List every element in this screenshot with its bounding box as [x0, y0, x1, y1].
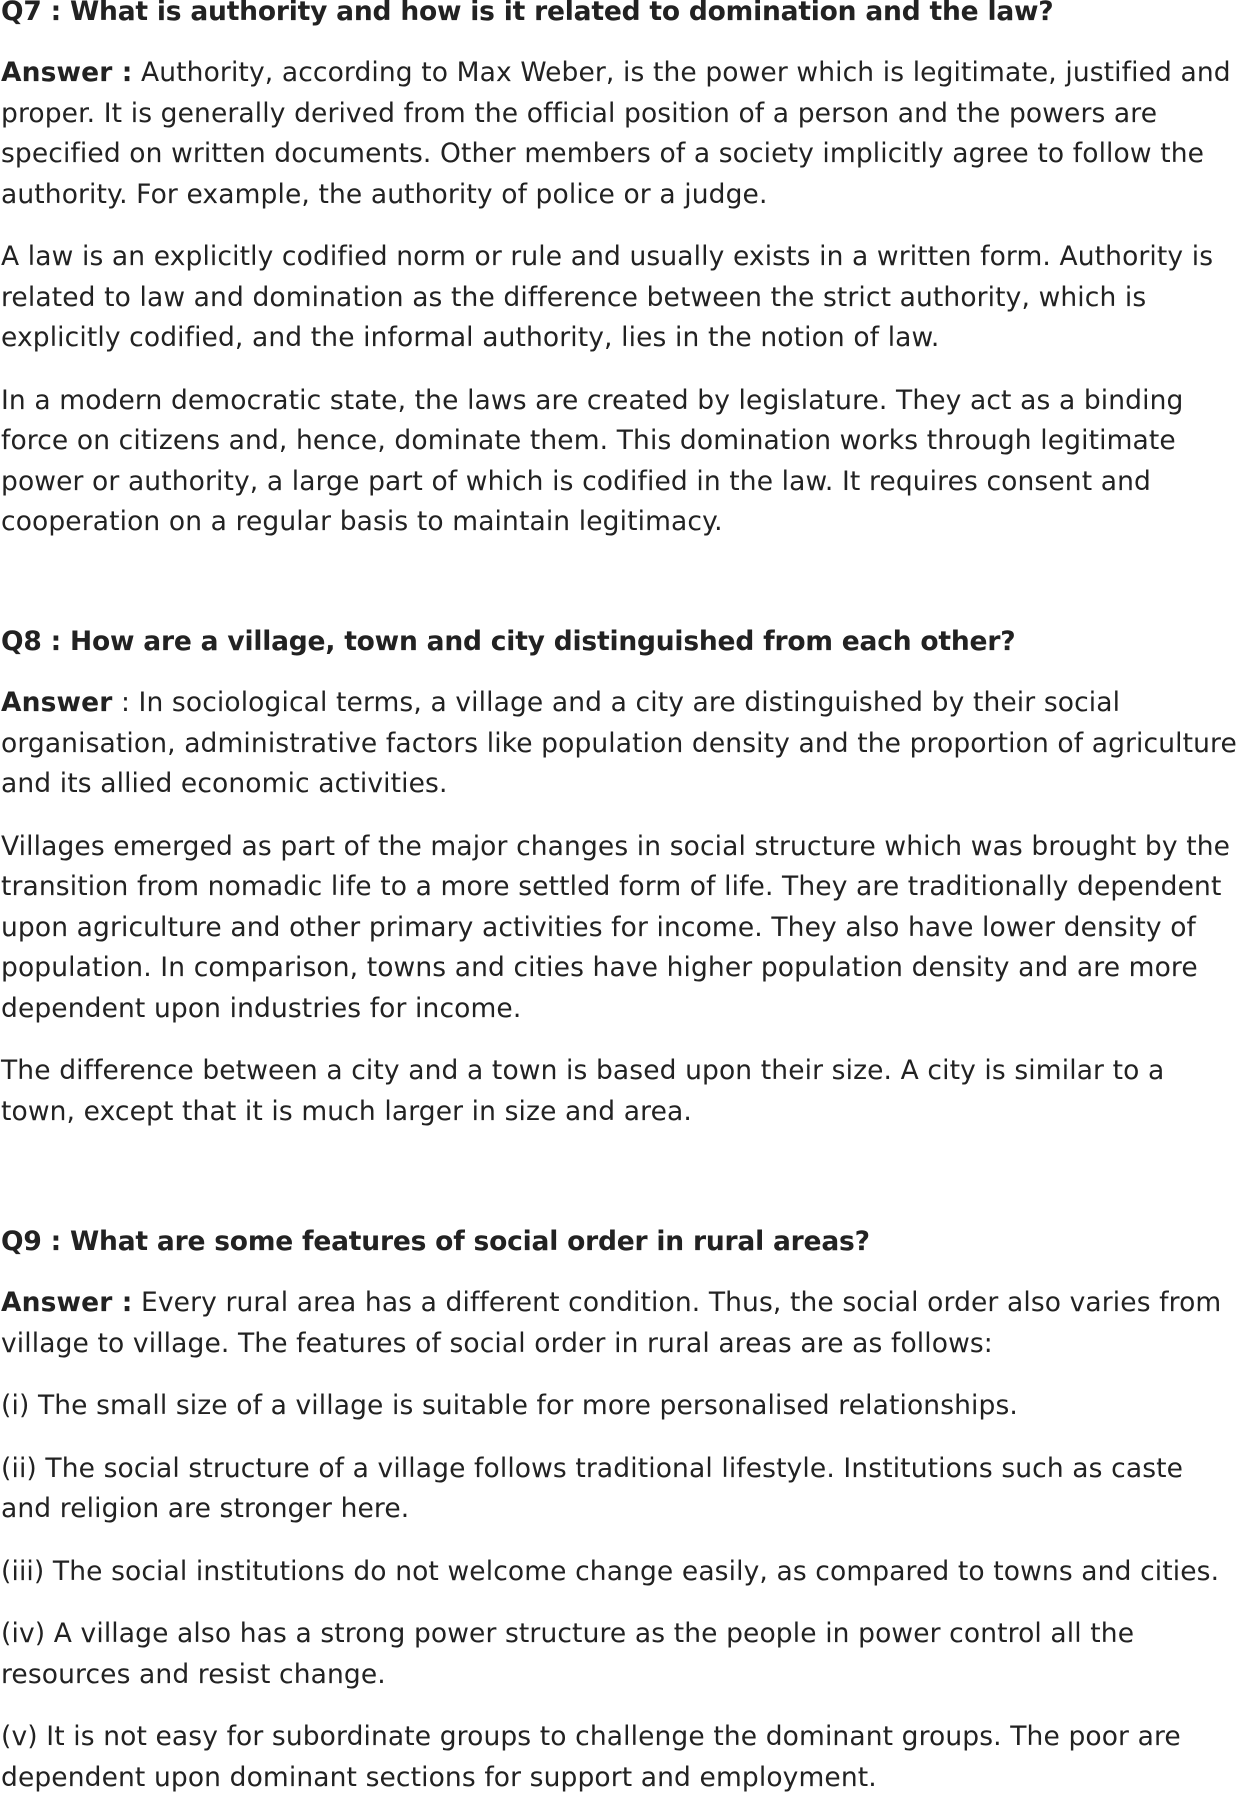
- list-item: (iv) A village also has a strong power structure as the people in power control all the resources and resist change.: [1, 1618, 1135, 1690]
- answer-text: Authority, according to Max Weber, is the power which is legitimate, justified and proper. It is generally derived from the official position of a person and the powers are specified on written documents. Other members of a society implicitly agree to follow the authority. For example, the authority of police or a judge.: [1, 57, 1231, 210]
- answer-text: Every rural area has a different condition. Thus, the social order also varies from village to village. The features of social order in rural areas are as follows:: [1, 1287, 1222, 1359]
- answer-paragraph: [1, 53, 1237, 215]
- section-q7: [1, 0, 1237, 565]
- question-heading: Q9 : What are some features of social order in rural areas?: [1, 1226, 870, 1257]
- list-item: (v) It is not easy for subordinate groups to challenge the dominant groups. The poor are dependent upon dominant sections for support and employment.: [1, 1721, 1181, 1793]
- answer-label: Answer :: [1, 57, 133, 88]
- answer-label: Answer :: [1, 1287, 133, 1318]
- answer-paragraph: The difference between a city and a town is based upon their size. A city is similar to a town, except that it is much larger in size and area.: [1, 1055, 1165, 1127]
- section-q8: [1, 622, 1237, 1154]
- answer-paragraph: [1, 1283, 1237, 1364]
- answer-paragraph: A law is an explicitly codified norm or rule and usually exists in a written form. Authority is related to law and domination as the difference between the strict authority, which is explicitly codified, and the informal authority, lies in the notion of law.: [1, 241, 1214, 353]
- answer-paragraph: Villages emerged as part of the major changes in social structure which was brought by the transition from nomadic life to a more settled form of life. They are traditionally dependent upon agriculture and other primary activities for income. They also have lower density of population. In comparison, towns and cities have higher population density and are more dependent upon industries for income.: [1, 830, 1231, 1024]
- section-q9: [1, 1222, 1237, 1808]
- list-item: (iii) The social institutions do not welcome change easily, as compared to towns and cities.: [1, 1555, 1220, 1587]
- list-item: (ii) The social structure of a village follows traditional lifestyle. Institutions such as caste and religion are stronger here.: [1, 1452, 1184, 1524]
- question-heading: Q8 : How are a village, town and city distinguished from each other?: [1, 626, 1016, 657]
- answer-paragraph: In a modern democratic state, the laws are created by legislature. They act as a binding force on citizens and, hence, dominate them. This domination works through legitimate power or authority, a large part of which is codified in the law. It requires consent and cooperation on a regular basis to maintain legitimacy.: [1, 384, 1184, 537]
- answer-text: : In sociological terms, a village and a city are distinguished by their social organisation, administrative factors like population density and the proportion of agriculture and its allied economic activities.: [1, 687, 1237, 799]
- answer-paragraph: [1, 683, 1237, 805]
- answer-label: Answer: [1, 687, 113, 718]
- list-item: (i) The small size of a village is suitable for more personalised relationships.: [1, 1390, 1018, 1421]
- question-heading: Q7 : What is authority and how is it related to domination and the law?: [1, 0, 1054, 27]
